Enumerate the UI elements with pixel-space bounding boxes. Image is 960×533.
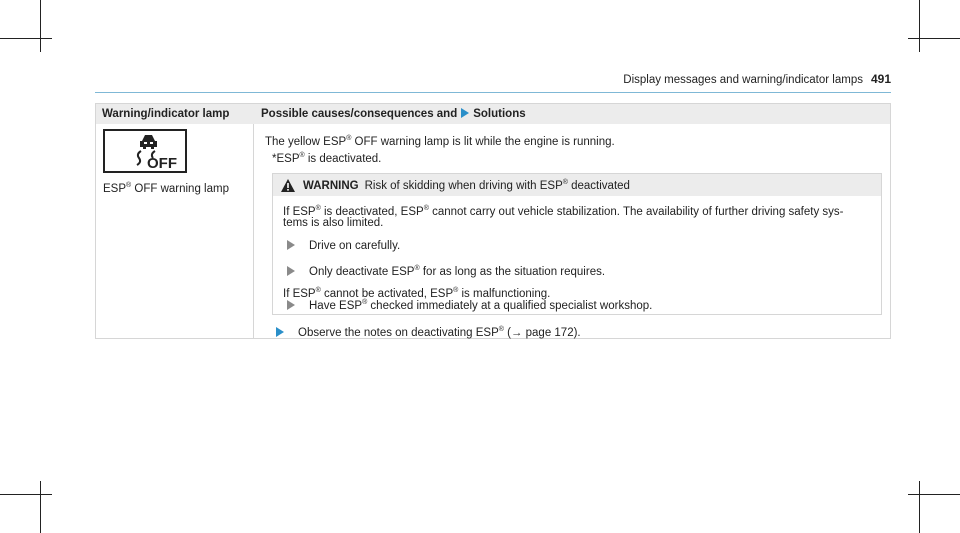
cause-text: is deactivated. [304, 153, 382, 165]
warning-paragraph-cont: tems is also limited. [283, 217, 384, 229]
section-title: Display messages and warning/indicator lamps [623, 74, 863, 86]
warning-paragraph-text: cannot carry out vehicle stabilization. The availability of further driving safety sys- [428, 206, 844, 218]
warning-paragraph-text: is malfunctioning. [458, 288, 551, 300]
lamp-label-suffix: OFF warning lamp [131, 183, 229, 195]
esp-off-icon [103, 129, 187, 173]
warning-header [273, 174, 881, 196]
step-arrow-icon [287, 240, 295, 250]
observe-text: Observe the notes on deactivating ESP [298, 327, 499, 339]
crop-mark [40, 0, 41, 52]
registered-mark: ® [453, 287, 459, 294]
col-header-causes [261, 108, 526, 120]
registered-mark: ® [315, 287, 321, 294]
crop-mark [919, 481, 920, 533]
esp-off-icon-text: OFF [147, 155, 177, 171]
registered-mark: ® [414, 265, 420, 272]
col-header-causes-text: Possible causes/consequences and [261, 108, 458, 120]
cause-text: The yellow ESP [265, 136, 347, 148]
registered-mark: ® [423, 205, 429, 212]
warning-text: Risk of skidding when driving with ESP [364, 180, 563, 192]
registered-mark: ® [126, 182, 132, 189]
step-arrow-icon [276, 327, 284, 337]
col-header-solutions-text: Solutions [473, 108, 526, 120]
cause-text: *ESP [272, 153, 300, 165]
instruction-step [287, 239, 400, 253]
running-header [585, 72, 891, 86]
cause-line [272, 149, 381, 166]
warning-paragraph-text: If ESP [283, 288, 316, 300]
registered-mark: ® [299, 152, 305, 159]
registered-mark: ® [315, 205, 321, 212]
page-reference-link[interactable]: (→ page 172). [503, 327, 581, 339]
column-divider [253, 124, 254, 338]
warning-paragraph-text: cannot be activated, ESP [320, 288, 454, 300]
warning-title: WARNING [303, 180, 359, 192]
solutions-arrow-icon [461, 108, 469, 118]
registered-mark: ® [362, 299, 368, 306]
warning-triangle-icon [281, 179, 295, 195]
warning-paragraph-text: is deactivated, ESP [320, 206, 424, 218]
crop-mark [919, 0, 920, 52]
step-arrow-icon [287, 266, 295, 276]
warning-title-line [303, 179, 630, 192]
crop-mark [40, 481, 41, 533]
crop-mark [0, 38, 52, 39]
lamp-label [103, 182, 229, 195]
registered-mark: ® [562, 179, 568, 186]
step-text: Only deactivate ESP [309, 266, 415, 278]
col-header-lamp: Warning/indicator lamp [102, 108, 230, 120]
warning-text: deactivated [567, 180, 630, 192]
step-text: for as long as the situation requires. [419, 266, 606, 278]
instruction-step [287, 296, 652, 313]
instruction-step [287, 262, 605, 279]
crop-mark [908, 38, 960, 39]
lamp-table [95, 103, 891, 339]
registered-mark: ® [498, 326, 504, 333]
step-text: Have ESP [309, 300, 363, 312]
warning-box [272, 173, 882, 315]
crop-mark [908, 494, 960, 495]
page-number: 491 [870, 72, 891, 86]
observe-step [276, 323, 581, 340]
registered-mark: ® [346, 135, 352, 142]
cause-line [265, 132, 615, 149]
header-rule [95, 92, 891, 93]
lamp-label-text: ESP [103, 183, 127, 195]
step-text: Drive on carefully. [309, 240, 401, 252]
table-header [96, 104, 890, 124]
crop-mark [0, 494, 52, 495]
step-arrow-icon [287, 300, 295, 310]
cause-text: OFF warning lamp is lit while the engine is running. [351, 136, 615, 148]
step-text: checked immediately at a qualified specialist workshop. [367, 300, 653, 312]
warning-paragraph-text: If ESP [283, 206, 316, 218]
